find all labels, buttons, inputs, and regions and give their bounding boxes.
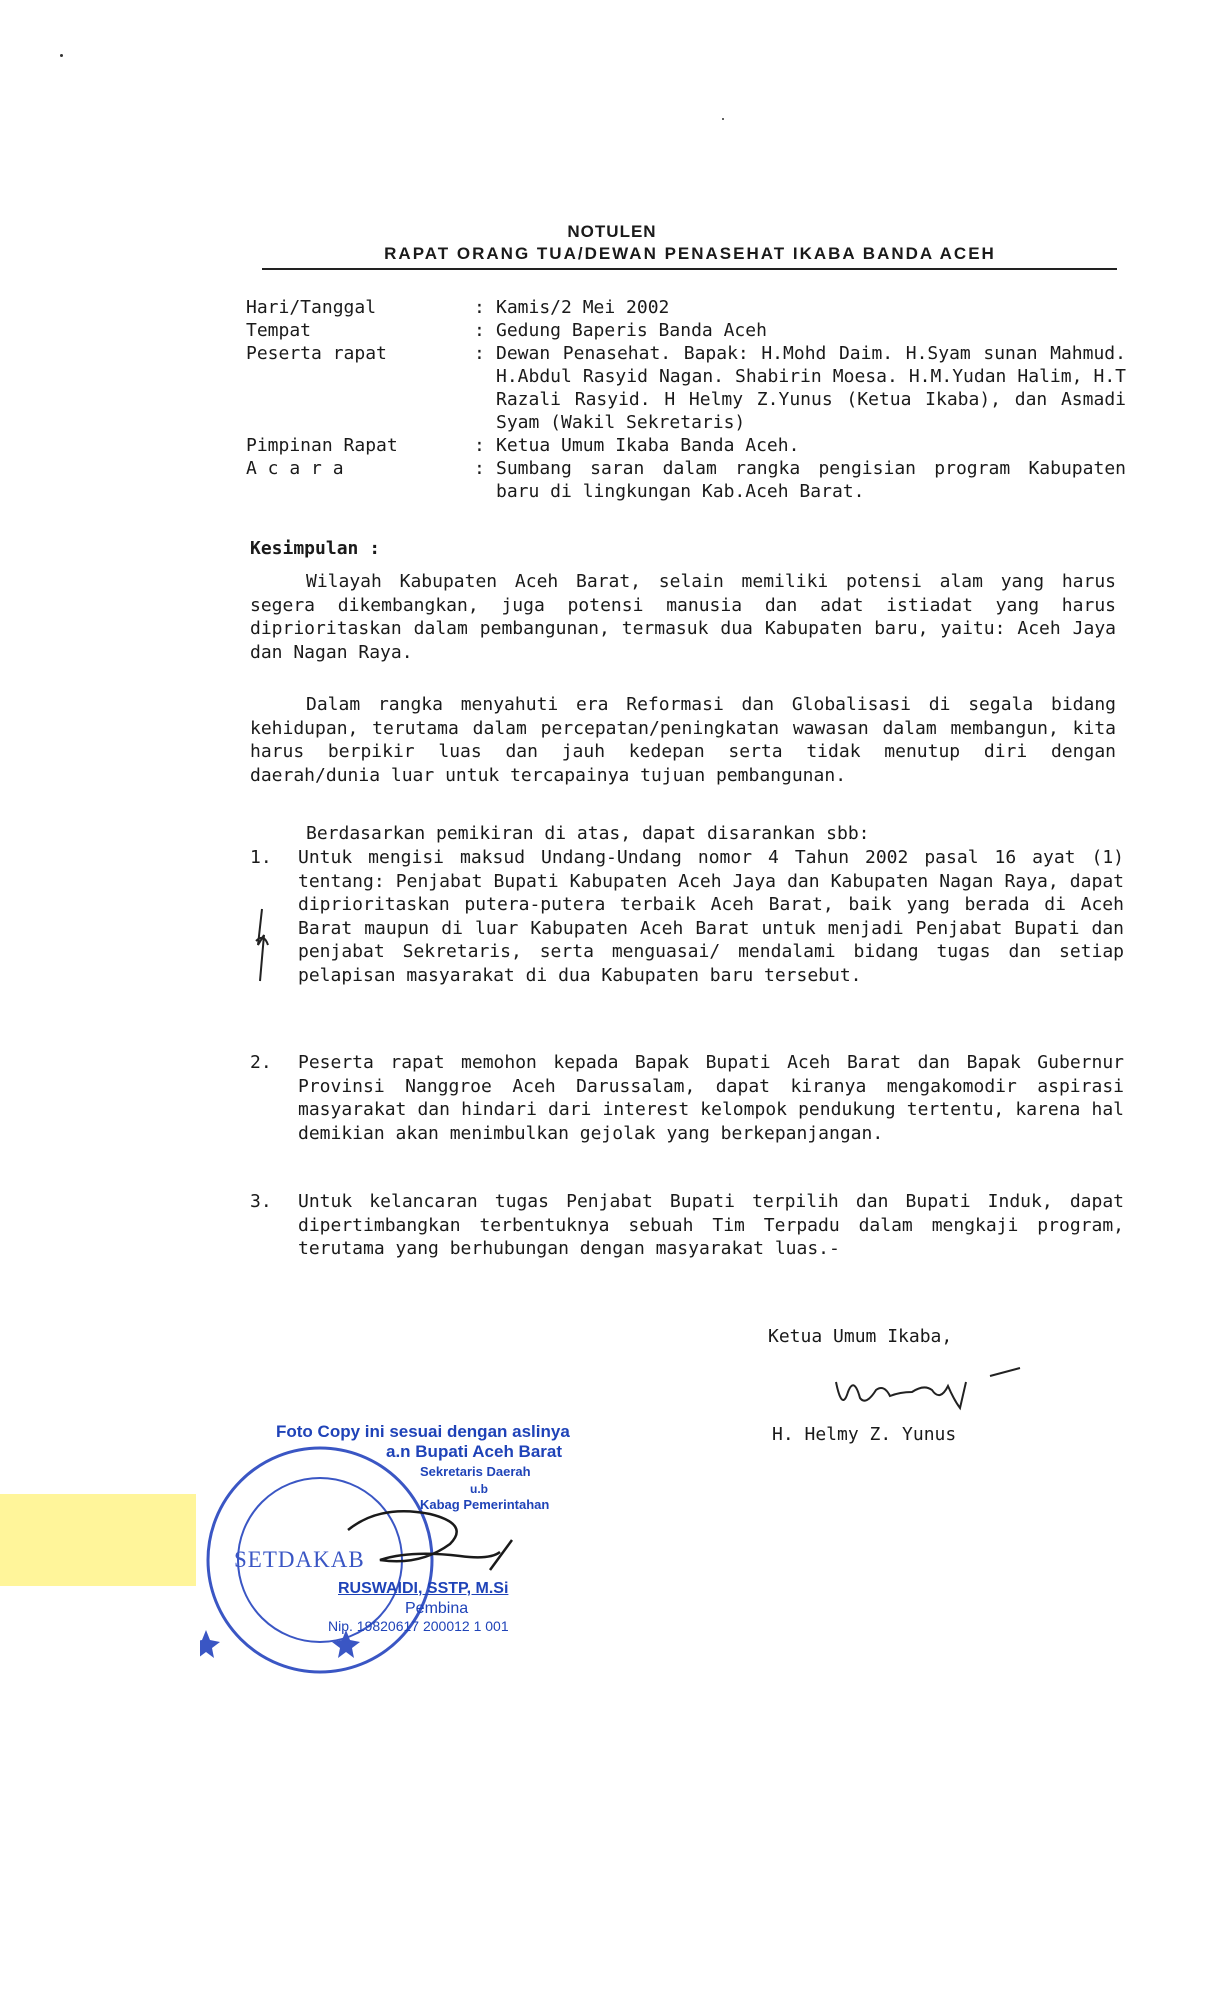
margin-annotation-mark	[252, 905, 272, 985]
conclusion-heading: Kesimpulan :	[250, 538, 381, 559]
handwritten-signature	[820, 1362, 1030, 1422]
list-number: 1.	[250, 847, 272, 868]
info-row-participants: Peserta rapat : Dewan Penasehat. Bapak: H.Mohd Daim. H.Syam sunan Mahmud. H.Abdul Rasyid Nagan. Shabirin Moesa. H.M.Yudan Halim, H.T Razali Rasyid. H Helmy Z.Yunus (Ketua Ikaba), dan Asmadi Syam (Wakil Sekretaris)	[246, 343, 1126, 433]
stamp-line-5: Kabag Pemerintahan	[420, 1497, 550, 1512]
yellow-sticky-tab	[0, 1494, 196, 1586]
signature-title: Ketua Umum Ikaba,	[768, 1326, 953, 1347]
info-row-place: Tempat : Gedung Baperis Banda Aceh	[246, 319, 1126, 342]
scan-speck	[722, 118, 724, 120]
list-text: Peserta rapat memohon kepada Bapak Bupati Aceh Barat dan Bapak Gubernur Provinsi Nanggroe Aceh Darussalam, dapat kiranya mengakomodir aspirasi masyarakat dan hindari dari interest kelompok pendukung tertentu, karena hal demikian akan menimbulkan gejolak yang berkepanjangan.	[298, 1052, 1124, 1144]
list-item	[250, 1051, 1126, 1145]
list-number: 2.	[250, 1052, 272, 1073]
stamp-line-2: a.n Bupati Aceh Barat	[386, 1442, 563, 1461]
meeting-info	[246, 296, 1126, 503]
signatory-name: H. Helmy Z. Yunus	[772, 1424, 957, 1445]
scan-speck	[60, 54, 63, 57]
seal-center-text: SETDAKAB	[234, 1547, 365, 1572]
info-row-agenda: A c a r a : Sumbang saran dalam rangka pengisian program Kabupaten baru di lingkungan Kab.Aceh Barat.	[246, 458, 1126, 502]
document-subtitle: RAPAT ORANG TUA/DEWAN PENASEHAT IKABA BANDA ACEH	[384, 244, 996, 263]
list-item	[250, 846, 1126, 987]
info-label: Tempat	[246, 320, 312, 341]
info-label: Hari/Tanggal	[246, 297, 377, 318]
title-underline	[262, 268, 1117, 270]
list-item	[250, 1190, 1126, 1261]
stamp-line-1: Foto Copy ini sesuai dengan aslinya	[276, 1422, 570, 1441]
list-number: 3.	[250, 1191, 272, 1212]
info-value: Sumbang saran dalam rangka pengisian program Kabupaten baru di lingkungan Kab.Aceh Barat.	[496, 458, 1126, 502]
stamp-line-4: u.b	[470, 1482, 488, 1496]
info-label: Peserta rapat	[246, 343, 387, 364]
stamp-official-nip: Nip. 19820617 200012 1 001	[328, 1618, 509, 1634]
info-label: Pimpinan Rapat	[246, 435, 398, 456]
stamp-official-rank: Pembina	[405, 1600, 469, 1617]
info-value: Dewan Penasehat. Bapak: H.Mohd Daim. H.Syam sunan Mahmud. H.Abdul Rasyid Nagan. Shabirin Moesa. H.M.Yudan Halim, H.T Razali Rasyid. H Helmy Z.Yunus (Ketua Ikaba), dan Asmadi Syam (Wakil Sekretaris)	[496, 343, 1126, 433]
info-label: A c a r a	[246, 458, 344, 479]
info-value: Gedung Baperis Banda Aceh	[496, 320, 767, 341]
document-title: NOTULEN	[567, 222, 657, 241]
info-row-chair: Pimpinan Rapat : Ketua Umum Ikaba Banda Aceh.	[246, 434, 1126, 457]
paragraph-2: Dalam rangka menyahuti era Reformasi dan Globalisasi di segala bidang kehidupan, terutama dalam percepatan/peningkatan wawasan dalam membangun, kita harus berpikir luas dan jauh kedepan serta tidak menutup diri dengan daerah/dunia luar untuk tercapainya tujuan pembangunan.	[250, 694, 1116, 786]
paragraph-3: Berdasarkan pemikiran di atas, dapat disarankan sbb:	[306, 823, 870, 844]
list-text: Untuk kelancaran tugas Penjabat Bupati terpilih dan Bupati Induk, dapat dipertimbangkan terbentuknya sebuah Tim Terpadu dalam mengkaji program, terutama yang berhubungan dengan masyarakat luas.-	[298, 1191, 1124, 1259]
paragraph-1: Wilayah Kabupaten Aceh Barat, selain memiliki potensi alam yang harus segera dikembangkan, juga potensi manusia dan adat istiadat yang harus diprioritaskan dalam pembangunan, termasuk dua Kabupaten baru, yaitu: Aceh Jaya dan Nagan Raya.	[250, 571, 1116, 663]
stamp-official-name: RUSWAIDI, SSTP, M.Si	[338, 1580, 509, 1597]
info-value: Kamis/2 Mei 2002	[496, 297, 670, 318]
info-row-date: Hari/Tanggal : Kamis/2 Mei 2002	[246, 296, 1126, 319]
info-value: Ketua Umum Ikaba Banda Aceh.	[496, 435, 800, 456]
list-text: Untuk mengisi maksud Undang-Undang nomor 4 Tahun 2002 pasal 16 ayat (1) tentang: Penjabat Bupati Kabupaten Aceh Jaya dan Kabupaten Nagan Raya, dapat diprioritaskan putera-putera terbaik Aceh Barat, baik yang berada di Aceh Barat maupun di luar Kabupaten Aceh Barat untuk menjadi Penjabat Bupati dan penjabat Sekretaris, serta menguasai/ mendalami bidang tugas dan setiap pelapisan masyarakat di dua Kabupaten baru tersebut.	[298, 847, 1124, 986]
stamp-signature	[340, 1500, 520, 1580]
stamp-line-3: Sekretaris Daerah	[420, 1464, 531, 1479]
